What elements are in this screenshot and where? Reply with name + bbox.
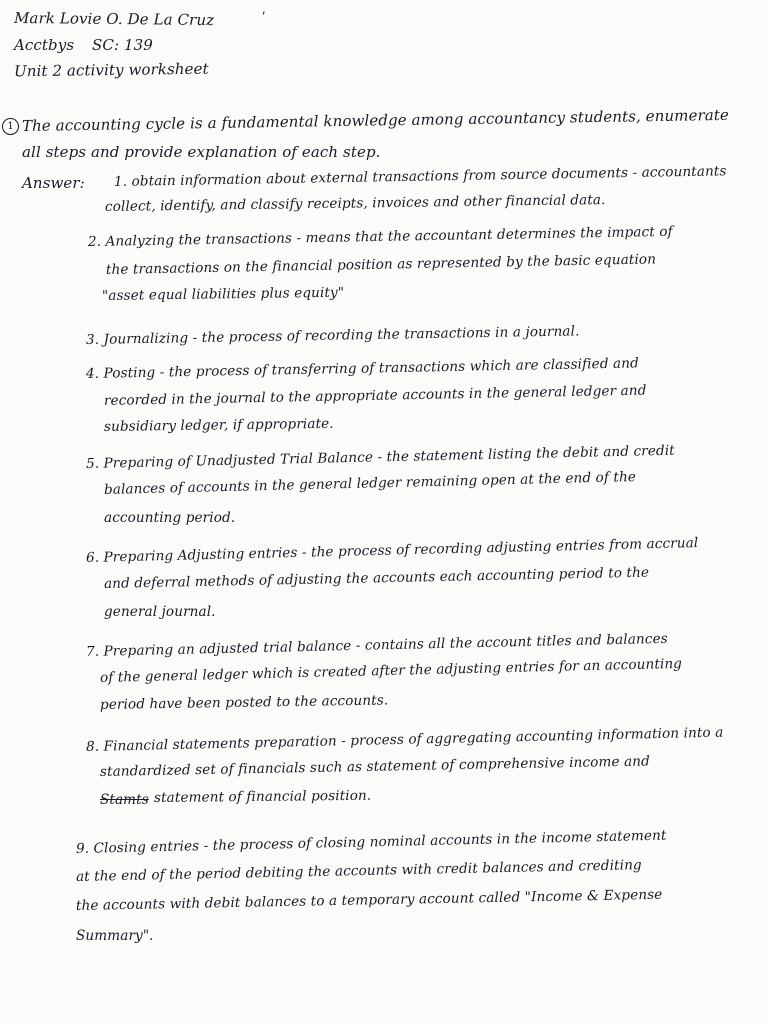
step-7-line3: period have been posted to the accounts.	[99, 692, 389, 713]
step-9-line3: the accounts with debit balances to a temporary account called "Income & Expense	[75, 886, 663, 914]
step-8-line2: standardized set of financials such as statement of comprehensive income and	[99, 753, 651, 780]
step-8-crossed-out-word: Stamts	[100, 792, 149, 808]
step-8-line3: statement of financial position.	[153, 787, 372, 806]
step-9-line4: Summary".	[76, 928, 154, 944]
step-9-line1: 9. Closing entries - the process of closing nominal accounts in the income statement	[75, 827, 667, 857]
step-5-line2: balances of accounts in the general ledger remaining open at the end of the	[103, 469, 637, 498]
step-2-line3: "asset equal liabilities plus equity"	[101, 284, 345, 304]
worksheet-title: Unit 2 activity worksheet	[13, 59, 209, 81]
course-code: Acctbys	[14, 36, 75, 54]
step-6-line3: general journal.	[104, 604, 216, 620]
question-text-line2: all steps and provide explanation of each step.	[22, 143, 381, 161]
step-4-line3: subsidiary ledger, if appropriate.	[103, 415, 334, 435]
step-4-line2: recorded in the journal to the appropriate accounts in the general ledger and	[103, 382, 647, 409]
question-number: 1	[2, 118, 19, 135]
step-5-line1: 5. Preparing of Unadjusted Trial Balance - the statement listing the debit and credit	[85, 442, 675, 472]
step-3-line1: 3. Journalizing - the process of recording the transactions in a journal.	[85, 323, 580, 348]
step-9-line2: at the end of the period debiting the accounts with credit balances and crediting	[75, 857, 642, 885]
step-6-line2: and deferral methods of adjusting the accounts each accounting period to the	[103, 564, 650, 592]
step-4-line1: 4. Posting - the process of transferring of transactions which are classified and	[85, 355, 639, 382]
step-6-line1: 6. Preparing Adjusting entries - the process of recording adjusting entries from accrual	[85, 535, 699, 566]
stray-mark: ˈ	[262, 10, 266, 24]
step-7-line1: 7. Preparing an adjusted trial balance - contains all the account titles and balances	[85, 630, 668, 660]
step-7-line2: of the general ledger which is created after the adjusting entries for an accounting	[99, 655, 683, 686]
step-1-line1: 1. obtain information about external transactions from source documents - accountants	[113, 163, 727, 190]
section-code: SC: 139	[92, 36, 153, 54]
answer-label: Answer:	[22, 174, 85, 192]
step-5-line3: accounting period.	[104, 510, 236, 526]
step-1-line2: collect, identify, and classify receipts, invoices and other financial data.	[104, 192, 606, 215]
question-text-line1: The accounting cycle is a fundamental knowledge among accountancy students, enumerate	[21, 105, 730, 135]
step-2-line2: the transactions on the financial position as represented by the basic equation	[105, 251, 657, 278]
step-2-line1: 2. Analyzing the transactions - means that the accountant determines the impact of	[87, 223, 673, 250]
student-name: Mark Lovie O. De La Cruz	[13, 8, 215, 30]
step-8-line1: 8. Financial statements preparation - process of aggregating accounting information into a	[85, 724, 724, 755]
